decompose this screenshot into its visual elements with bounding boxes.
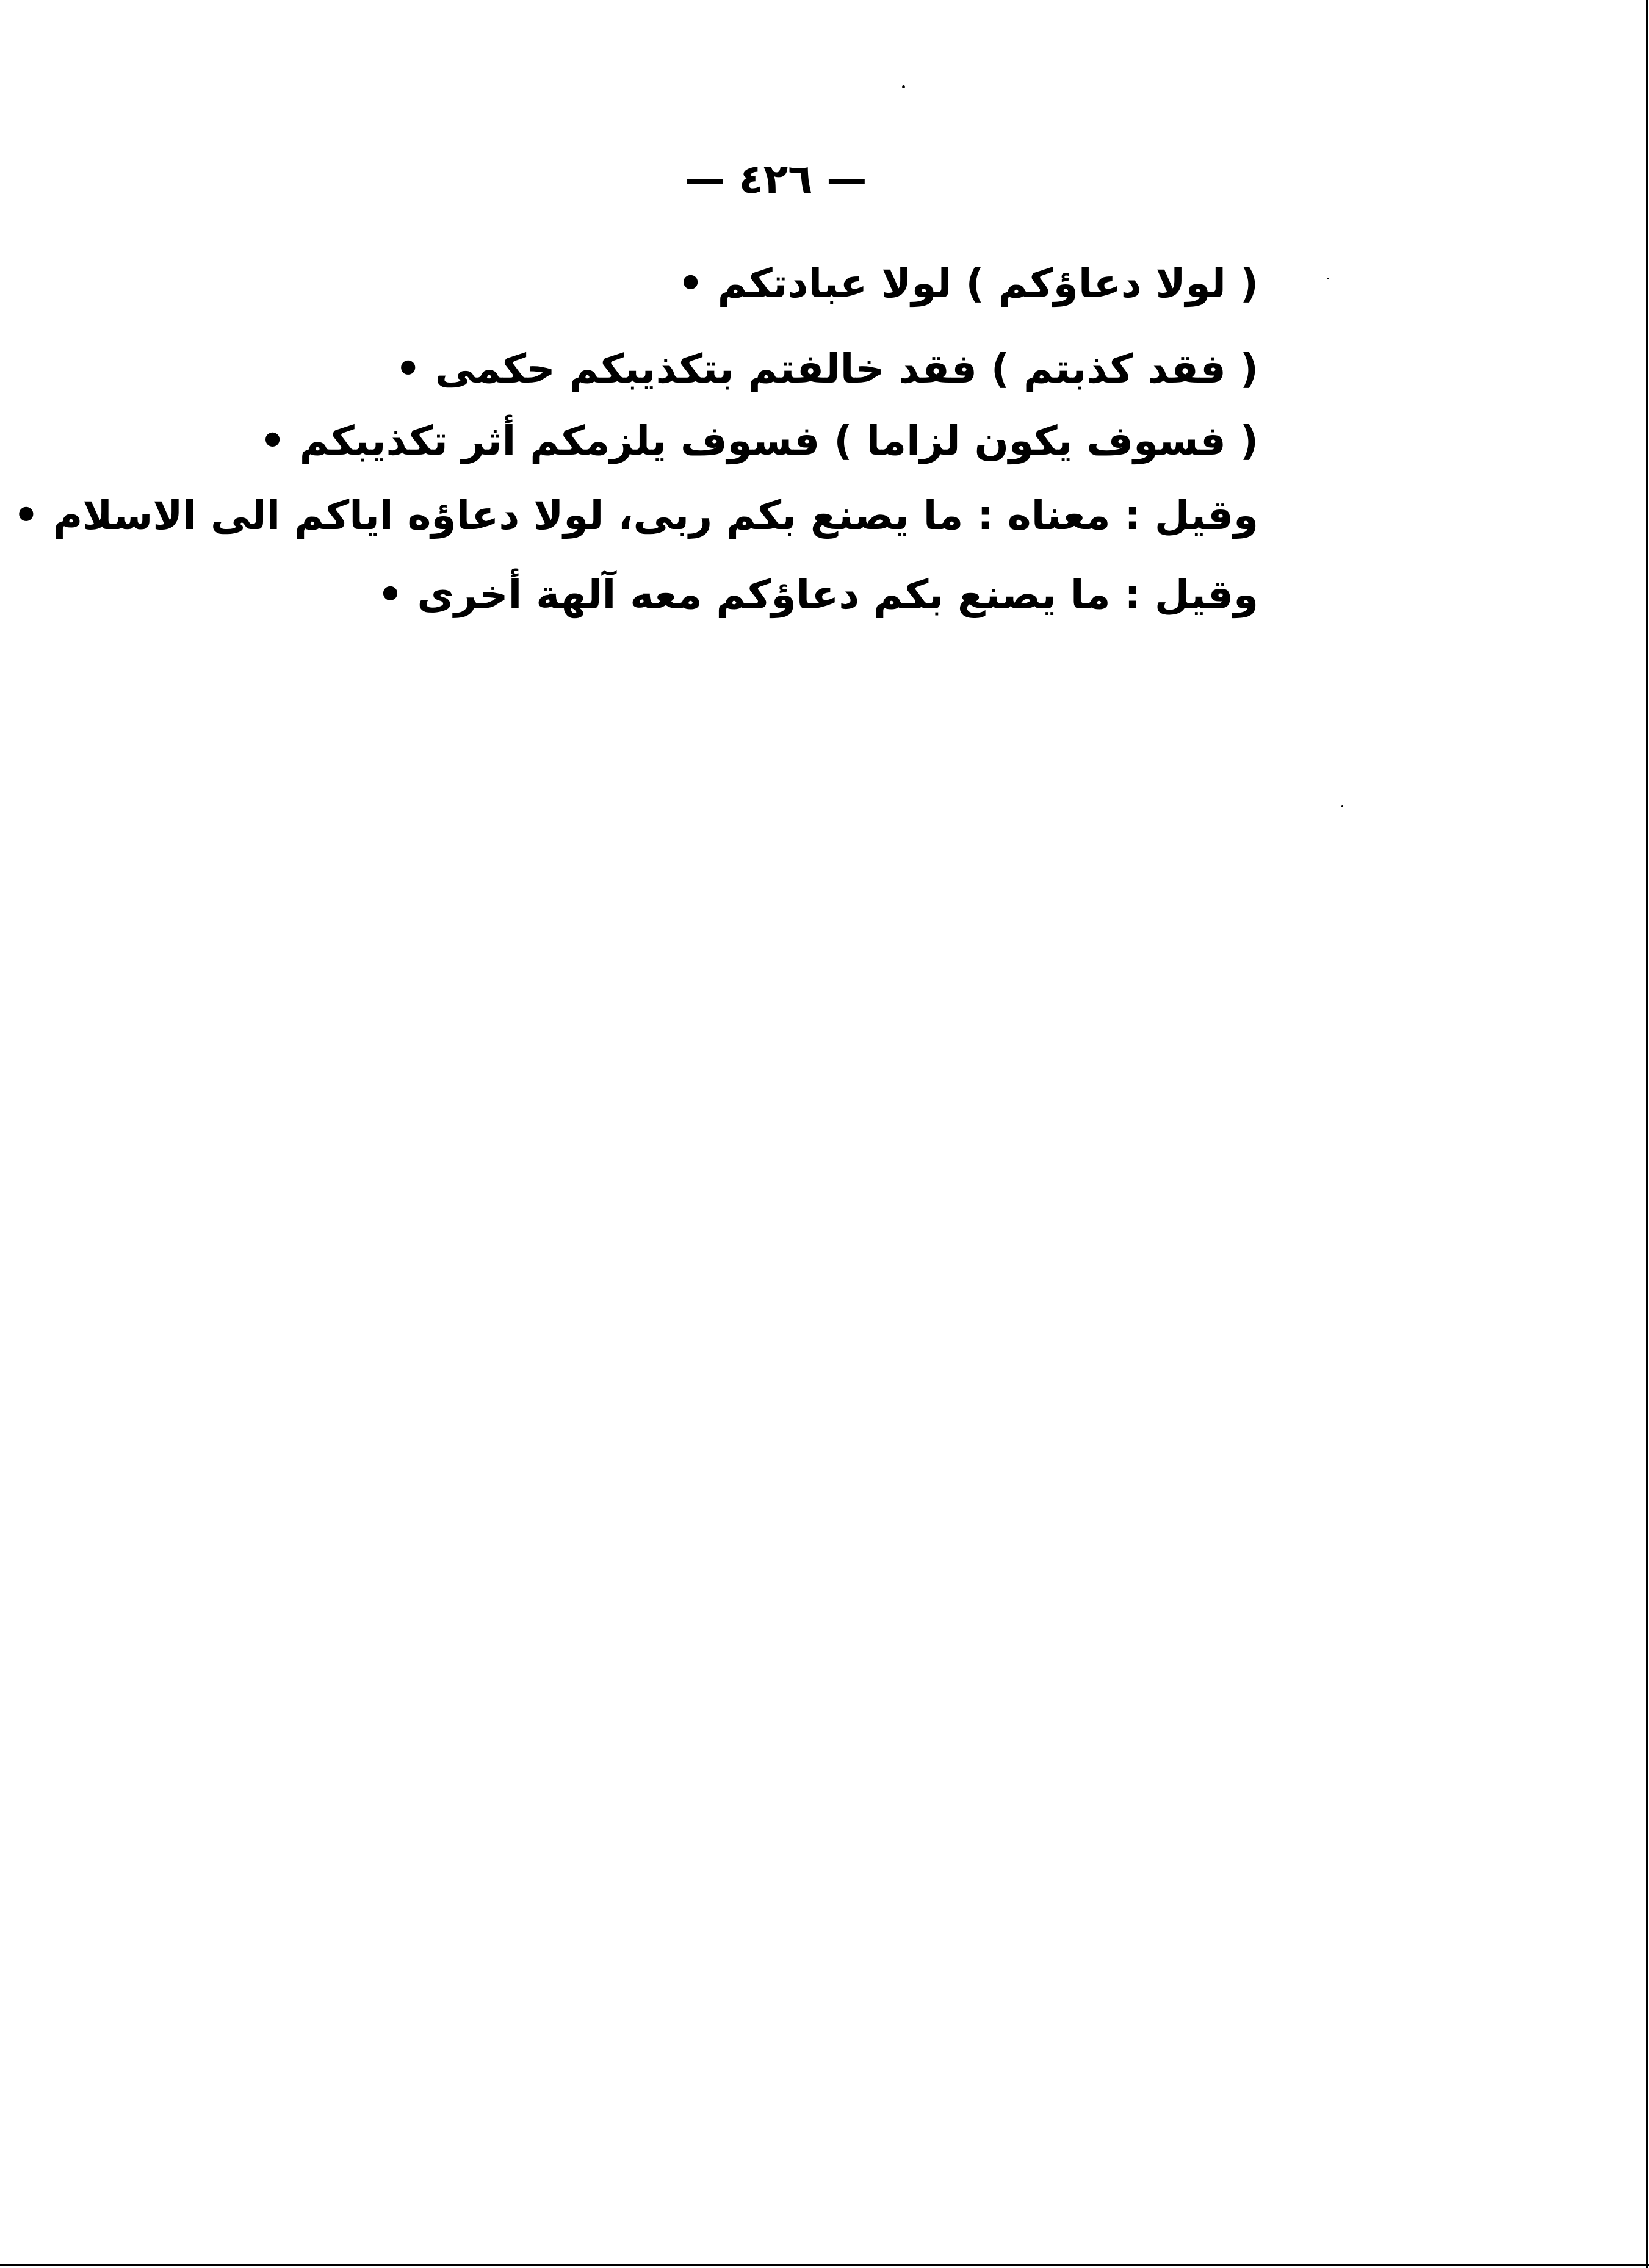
text-line: وقيل : ما يصنع بكم دعاؤكم معه آلهة أخرى • <box>377 571 1258 618</box>
scan-speck <box>902 85 905 88</box>
text-line: وقيل : معناه : ما يصنع بكم ربى، لولا دعاؤه اياكم الى الاسلام • <box>13 492 1258 539</box>
text-line: ( لولا دعاؤكم ) لولا عبادتكم • <box>677 260 1258 307</box>
text-line: ( فسوف يكون لزاما ) فسوف يلزمكم أثر تكذيبكم • <box>259 417 1258 464</box>
scan-border-bottom <box>0 2264 1649 2266</box>
scan-speck <box>1341 805 1343 807</box>
text-line: ( فقد كذبتم ) فقد خالفتم بتكذيبكم حكمى • <box>395 345 1258 392</box>
scan-border-right <box>1646 0 1648 2268</box>
page-number: — ٤٢٦ — <box>684 155 867 203</box>
scan-speck <box>1327 278 1329 279</box>
